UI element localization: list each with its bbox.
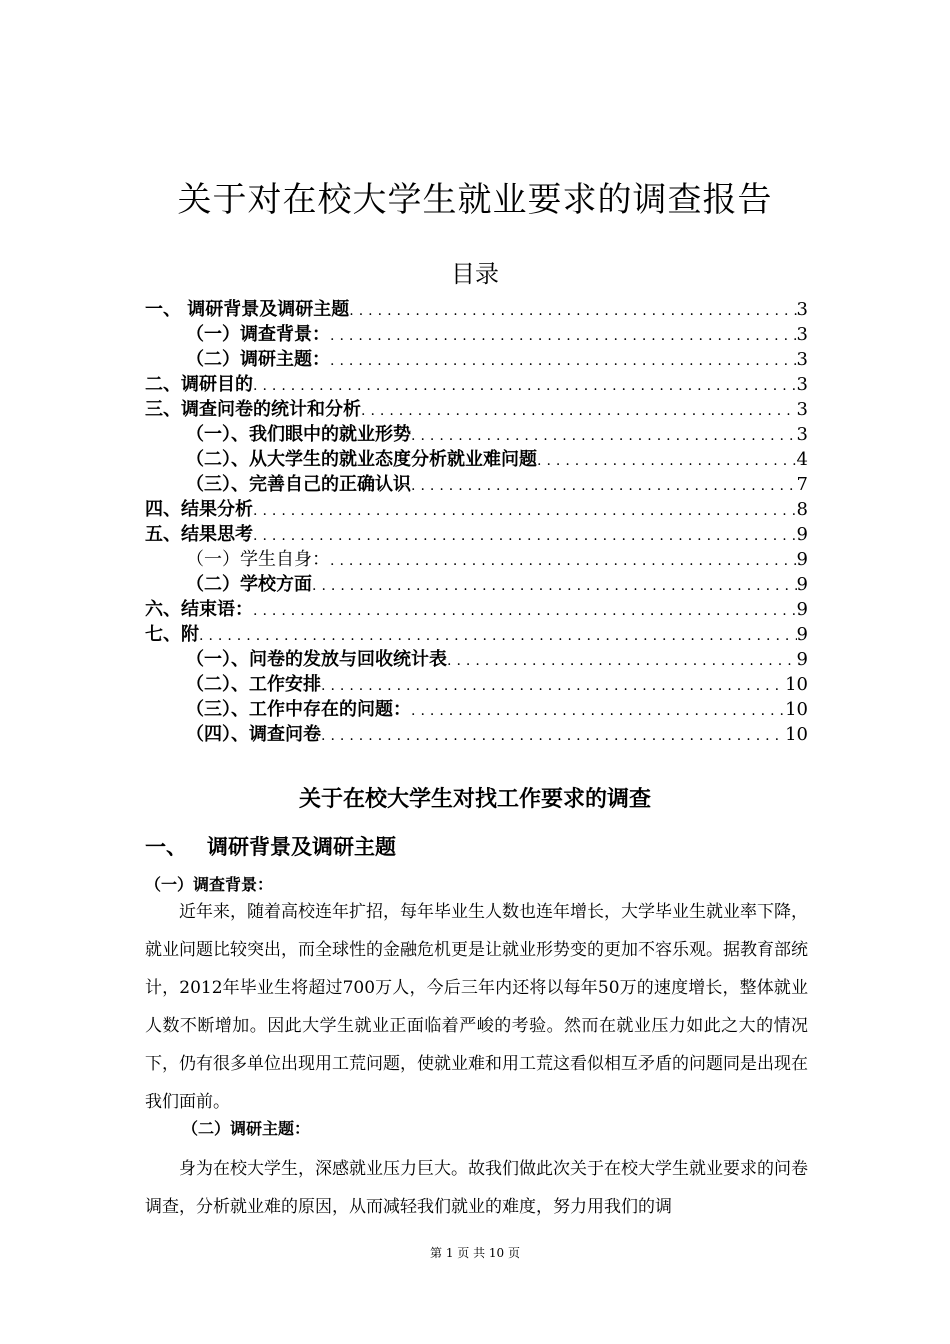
- toc-entry[interactable]: [145, 572, 808, 597]
- toc-entry[interactable]: [145, 672, 808, 697]
- toc-entry-page: 9: [796, 574, 808, 595]
- toc-leader-dots: [330, 324, 797, 349]
- toc-entry[interactable]: [145, 347, 808, 372]
- toc-leader-dots: [253, 524, 797, 549]
- toc-entry[interactable]: [145, 597, 808, 622]
- paragraph-background: [145, 893, 808, 1121]
- paragraph-text: 身为在校大学生，深感就业压力巨大。故我们做此次关于在校大学生就业要求的问卷调查，分析就业难的原因，从而减轻我们就业的难度，努力用我们的调: [145, 1159, 808, 1217]
- toc-entry-label: （四）、调查问卷: [186, 724, 321, 745]
- toc-entry[interactable]: [145, 622, 808, 647]
- toc-entry[interactable]: [145, 697, 808, 722]
- toc-entry[interactable]: [145, 522, 808, 547]
- toc-leader-dots: [253, 499, 797, 524]
- toc-entry[interactable]: [145, 547, 808, 572]
- document-title: 关于对在校大学生就业要求的调查报告: [177, 180, 773, 220]
- toc-leader-dots: [330, 349, 797, 374]
- toc-entry-page: 10: [785, 724, 808, 745]
- toc-entry-label: （二）、工作安排: [186, 674, 321, 695]
- toc-entry-label: （一）学生自身：: [186, 549, 330, 570]
- toc-entry-page: 9: [796, 599, 808, 620]
- page-footer: 第 1 页 共 10 页: [430, 1246, 520, 1260]
- toc-entry-label: 一、 调研背景及调研主题: [145, 299, 350, 320]
- toc-entry-label: 四、结果分析: [145, 499, 253, 520]
- toc-leader-dots: [330, 549, 797, 574]
- toc-entry-label: （三）、工作中存在的问题：: [186, 699, 411, 720]
- toc-entry[interactable]: [145, 372, 808, 397]
- section-number: 一、: [145, 834, 187, 859]
- toc-entry-page: 9: [796, 524, 808, 545]
- toc-entry-page: 9: [796, 549, 808, 570]
- toc-entry-label: （二）、从大学生的就业态度分析就业难问题: [186, 449, 537, 470]
- section-title: 调研背景及调研主题: [207, 834, 396, 859]
- toc-entry-label: （一）、我们眼中的就业形势: [186, 424, 411, 445]
- toc-entry-label: 五、结果思考: [145, 524, 253, 545]
- subsection-heading-theme: （二）调研主题：: [182, 1119, 311, 1138]
- toc-entry[interactable]: [145, 447, 808, 472]
- section-heading: [145, 832, 396, 862]
- toc-leader-dots: [411, 424, 797, 449]
- toc-entry-page: 4: [796, 449, 808, 470]
- toc-entry-page: 9: [796, 624, 808, 645]
- toc-leader-dots: [537, 449, 797, 474]
- toc-entry[interactable]: [145, 472, 808, 497]
- toc-entry[interactable]: [145, 647, 808, 672]
- toc-entry-page: 3: [796, 399, 808, 420]
- toc-leader-dots: [321, 674, 785, 699]
- toc-entry-page: 10: [785, 674, 808, 695]
- toc-entry-label: 六、结束语：: [145, 599, 253, 620]
- toc-leader-dots: [253, 374, 797, 399]
- toc-entry-page: 8: [796, 499, 808, 520]
- table-of-contents: [145, 297, 808, 747]
- toc-entry-page: 7: [796, 474, 808, 495]
- toc-entry-page: 3: [796, 349, 808, 370]
- toc-entry-page: 3: [796, 299, 808, 320]
- toc-leader-dots: [199, 624, 797, 649]
- toc-leader-dots: [361, 399, 797, 424]
- toc-entry[interactable]: [145, 322, 808, 347]
- toc-entry-page: 10: [785, 699, 808, 720]
- toc-heading: 目录: [451, 260, 499, 288]
- toc-leader-dots: [411, 699, 785, 724]
- toc-leader-dots: [349, 299, 796, 324]
- toc-entry-label: （二）学校方面: [186, 574, 312, 595]
- toc-leader-dots: [447, 649, 797, 674]
- toc-entry-label: （一）调查背景：: [186, 324, 330, 345]
- subsection-heading-background: （一）调查背景：: [145, 875, 274, 894]
- toc-entry[interactable]: [145, 722, 808, 747]
- paragraph-theme: [145, 1150, 808, 1226]
- toc-entry-label: （二）调研主题：: [186, 349, 330, 370]
- toc-entry-label: 二、调研目的: [145, 374, 253, 395]
- toc-entry-page: 9: [796, 649, 808, 670]
- toc-entry-label: （三）、完善自己的正确认识: [186, 474, 411, 495]
- toc-entry[interactable]: [145, 397, 808, 422]
- toc-entry-label: （一）、问卷的发放与回收统计表: [186, 649, 447, 670]
- toc-entry-label: 七、附: [145, 624, 199, 645]
- toc-entry[interactable]: [145, 497, 808, 522]
- toc-entry-page: 3: [796, 424, 808, 445]
- report-subtitle: 关于在校大学生对找工作要求的调查: [298, 786, 651, 812]
- toc-leader-dots: [321, 724, 785, 749]
- paragraph-text: 近年来，随着高校连年扩招，每年毕业生人数也连年增长，大学毕业生就业率下降，就业问题比较突出，而全球性的金融危机更是让就业形势变的更加不容乐观。据教育部统计，2012年毕业生将超过700万人，今后三年内还将以每年50万的速度增长，整体就业人数不断增加。因此大学生就业正面临着严峻的考验。然而在就业压力如此之大的情况下，仍有很多单位出现用工荒问题，使就业难和用工荒这看似相互矛盾的问题同是出现在我们面前。: [145, 902, 808, 1112]
- toc-leader-dots: [411, 474, 797, 499]
- toc-leader-dots: [253, 599, 797, 624]
- toc-entry[interactable]: [145, 422, 808, 447]
- toc-entry[interactable]: [145, 297, 808, 322]
- toc-entry-page: 3: [796, 324, 808, 345]
- toc-leader-dots: [312, 574, 797, 599]
- toc-entry-page: 3: [796, 374, 808, 395]
- toc-entry-label: 三、调查问卷的统计和分析: [145, 399, 361, 420]
